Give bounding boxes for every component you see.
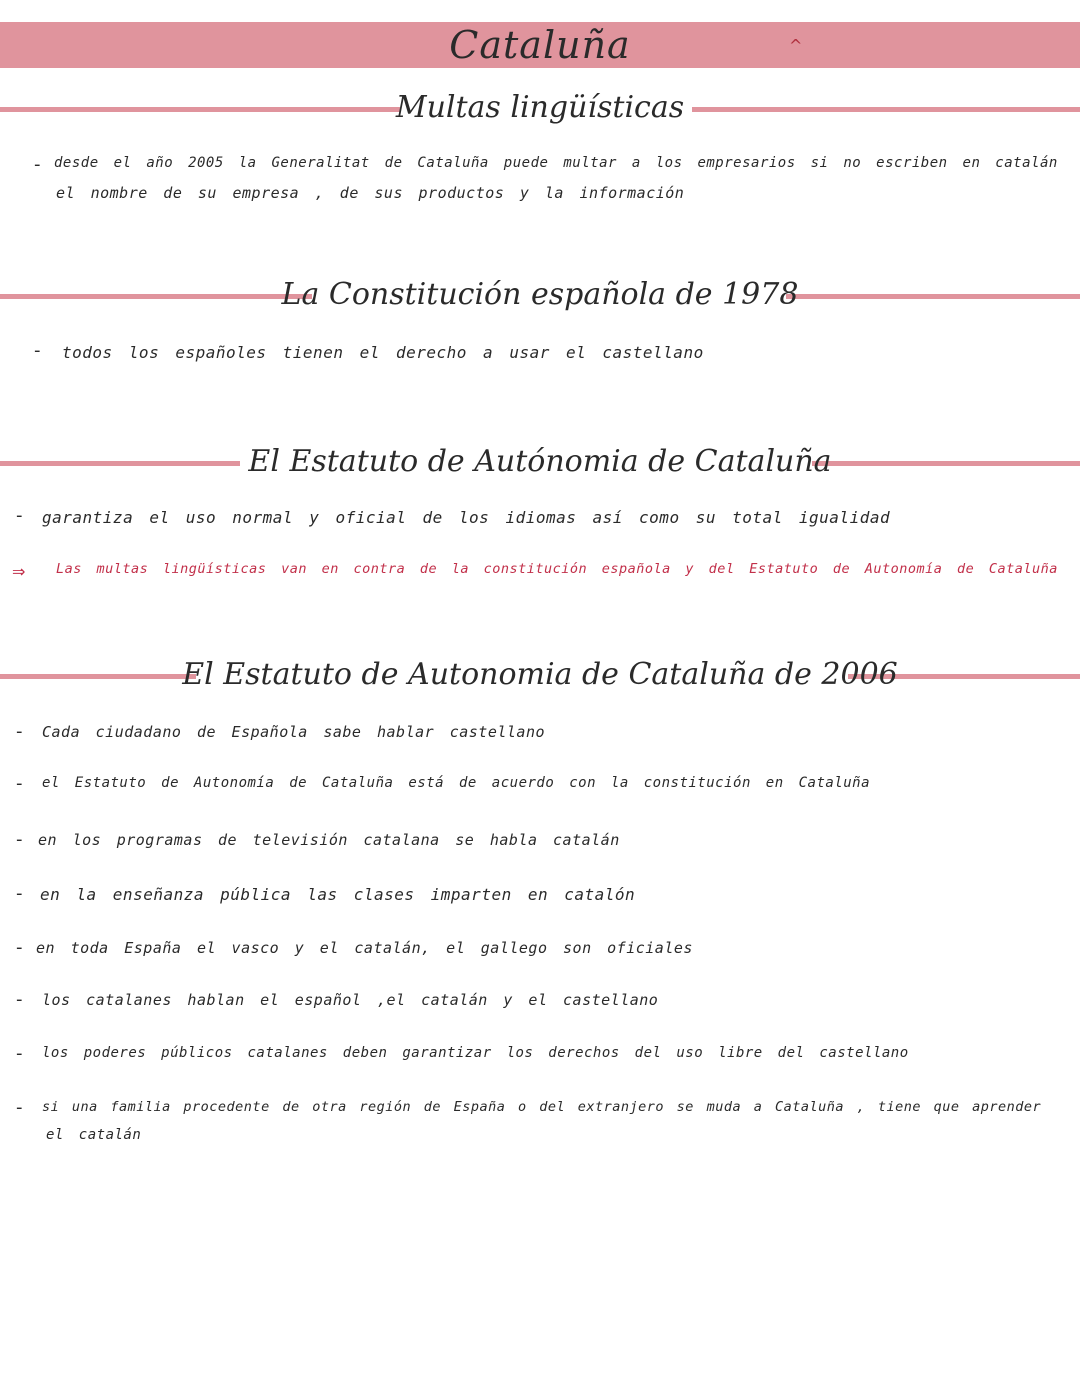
section-header-multas	[0, 88, 1080, 128]
implies-arrow-icon: ⇒	[12, 562, 26, 581]
note-line: los poderes públicos catalanes deben garantizar los derechos del uso libre del castellano	[42, 1045, 909, 1061]
section-header-constitucion	[0, 275, 1080, 315]
bullet-dash: -	[16, 1097, 23, 1118]
page-title: Cataluña	[449, 23, 631, 67]
note-line: en toda España el vasco y el catalán, el gallego son oficiales	[36, 939, 693, 957]
caret-mark: ^	[789, 36, 803, 55]
bullet-dash: -	[16, 773, 23, 794]
note-line: Cada ciudadano de Española sabe hablar castellano	[42, 723, 546, 741]
bullet-dash: -	[34, 340, 41, 361]
bullet-dash: -	[16, 1043, 23, 1064]
bullet-dash: -	[16, 883, 23, 904]
bullet-dash: -	[16, 937, 23, 958]
bullet-dash: -	[16, 505, 23, 526]
note-line: garantiza el uso normal y oficial de los idiomas así como su total igualidad	[42, 508, 891, 527]
note-line: todos los españoles tienen el derecho a usar el castellano	[62, 343, 704, 362]
bullet-dash: -	[16, 721, 23, 742]
section-heading: Multas lingüísticas	[395, 90, 685, 125]
note-line: el Estatuto de Autonomía de Cataluña está de acuerdo con la constitución en Cataluña	[42, 775, 871, 791]
bullet-dash: -	[34, 154, 41, 175]
section-heading: El Estatuto de Autonomia de Cataluña de 2006	[182, 657, 898, 692]
section-heading: El Estatuto de Autónomia de Cataluña	[248, 444, 832, 479]
bullet-dash: -	[16, 829, 23, 850]
section-header-estatuto	[0, 442, 1080, 482]
conclusion-note: Las multas lingüísticas van en contra de la constitución española y del Estatuto de Autonomía de Cataluña	[56, 561, 1058, 577]
note-line: en los programas de televisión catalana se habla catalán	[38, 831, 620, 849]
note-line: desde el año 2005 la Generalitat de Cataluña puede multar a los empresarios si no escriben en catalán	[54, 155, 1058, 171]
bullet-dash: -	[16, 989, 23, 1010]
note-line: el nombre de su empresa , de sus productos y la información	[56, 184, 685, 202]
note-line: si una familia procedente de otra región de España o del extranjero se muda a Cataluña , tiene que aprender	[42, 1099, 1042, 1115]
note-line: en la enseñanza pública las clases imparten en catalón	[40, 885, 636, 904]
section-heading: La Constitución española de 1978	[281, 277, 799, 312]
section-header-estatuto-2006	[0, 655, 1080, 695]
note-line: los catalanes hablan el español ,el catalán y el castellano	[42, 991, 659, 1009]
note-line: el catalán	[46, 1127, 142, 1143]
